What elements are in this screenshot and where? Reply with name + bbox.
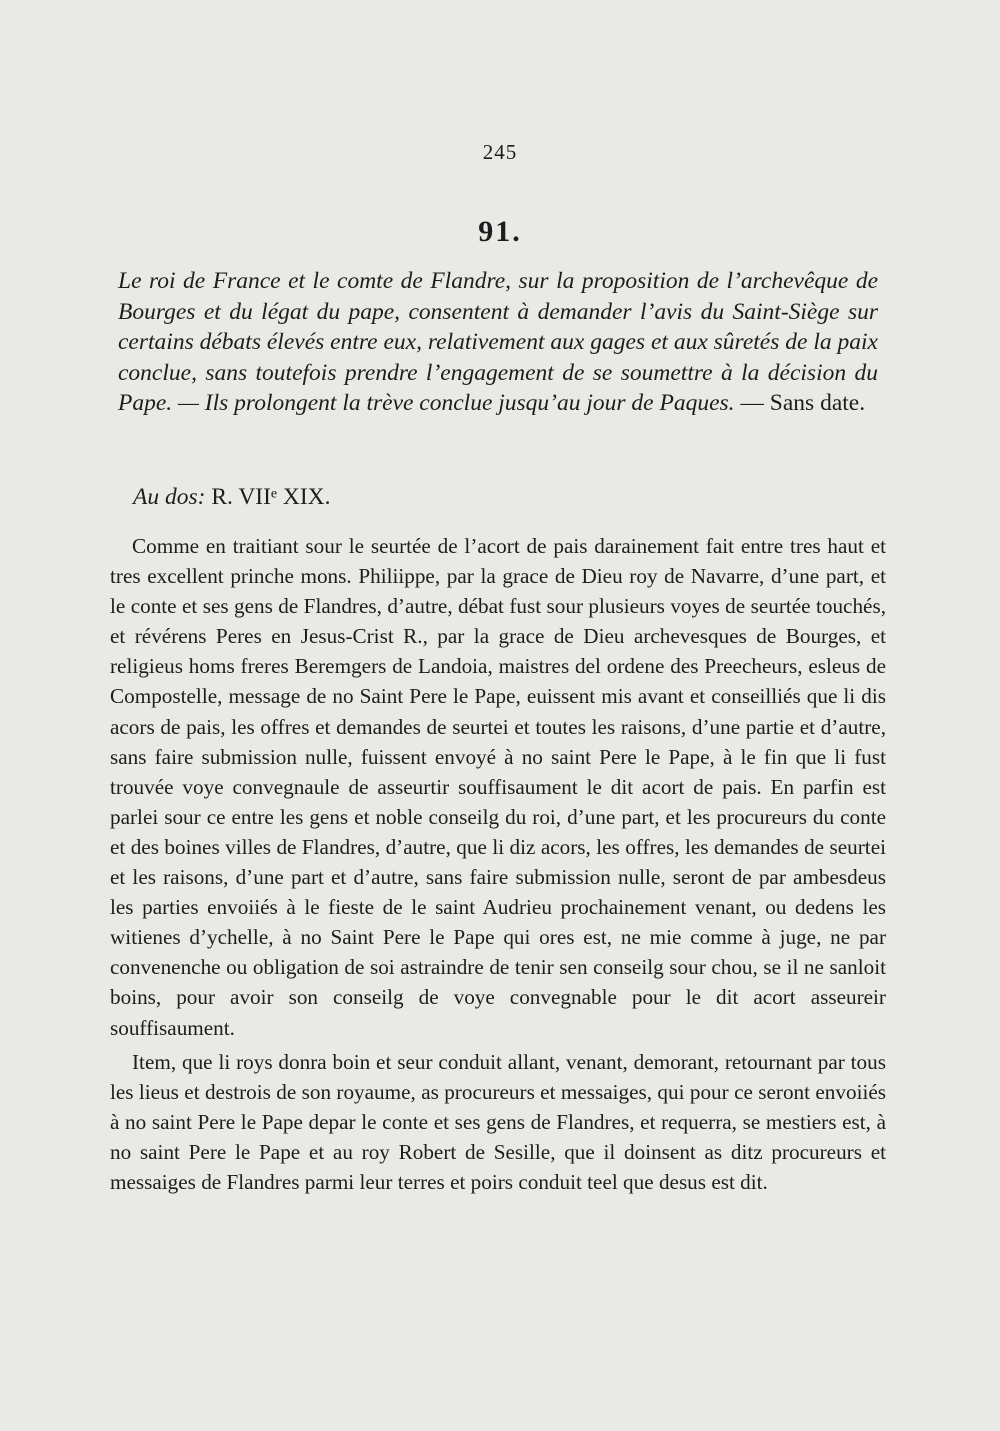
dorsal-label: Au dos:: [133, 484, 206, 510]
summary-date-note: — Sans date.: [734, 390, 866, 416]
dorsal-note: [133, 484, 893, 511]
document-summary: [118, 266, 878, 419]
page-number: 245: [482, 140, 518, 164]
body-paragraph-2: Item, que li roys donra boin et seur conduit allant, venant, demorant, retournant par tous les lieus et destrois de son royaume, as procureurs et messaiges, qui pour ce seront envoiiés à no saint Pere le Pape depar le conte et ses gens de Flandres, et requerra, se mestiers est, à no saint Pere le Pape et au roy Robert de Sesille, que il doinsent as ditz procureurs et messaiges de Flandres parmi leur terres et poirs conduit teel que desus est dit.: [110, 1049, 886, 1194]
document-body: [110, 531, 886, 1197]
dorsal-value: R. VIIᵉ XIX.: [205, 484, 331, 510]
summary-italic: Le roi de France et le comte de Flandre, sur la proposition de l’archevêque de Bourges et du légat du pape, consentent à demander l’avis du Saint-Siège sur certains débats élevés entre eux, relativement aux gages et aux sûretés de la paix conclue, sans toutefois prendre l’engagement de se soumettre à la décision du Pape. — Ils prolongent la trève conclue jusqu’au jour de Paques.: [118, 268, 878, 416]
document-number: 91.: [478, 215, 522, 248]
body-paragraph-1: Comme en traitiant sour le seurtée de l’acort de pais darainement fait entre tres haut et tres excellent prinche mons. Philiippe, par la grace de Dieu roy de Navarre, d’une part, et le conte et ses gens de Flandres, d’autre, débat fust sour plusieurs voyes de seurtée touchés, et révérens Peres en Jesus-Crist R., par la grace de Dieu archevesques de Bourges, et religieus homs freres Beremgers de Landoia, maistres del ordene des Preecheurs, esleus de Compostelle, message de no Saint Pere le Pape, euissent mis avant et conseilliés que li dis acors de pais, les offres et demandes de seurtei et toutes les raisons, d’une partie et d’autre, sans faire submission nulle, fuissent envoyé à no saint Pere le Pape, à le fin que li fust trouvée voye convegnaule de asseurtir souffisaument le dit acort de pais. En parfin est parlei sour ce entre les gens et noble conseilg du roi, d’une part, et les procureurs du conte et des boines villes de Flandres, d’autre, que li diz acors, les offres, les demandes de seurtei et les raisons, d’une part et d’autre, sans faire submission nulle, seront de par ambesdeus les parties envoiiés à le fieste de le saint Audrieu prochainement venant, ou dedens les witienes d’ychelle, à no Saint Pere le Pape qui ores est, ne mie comme à juge, ne par convenenche ou obligation de soi astraindre de tenir sen conseilg sour chou, se il ne sanloit boins, pour avoir son conseilg de voye convegnable pour le dit acort asseureir souffisaument.: [110, 534, 886, 1040]
